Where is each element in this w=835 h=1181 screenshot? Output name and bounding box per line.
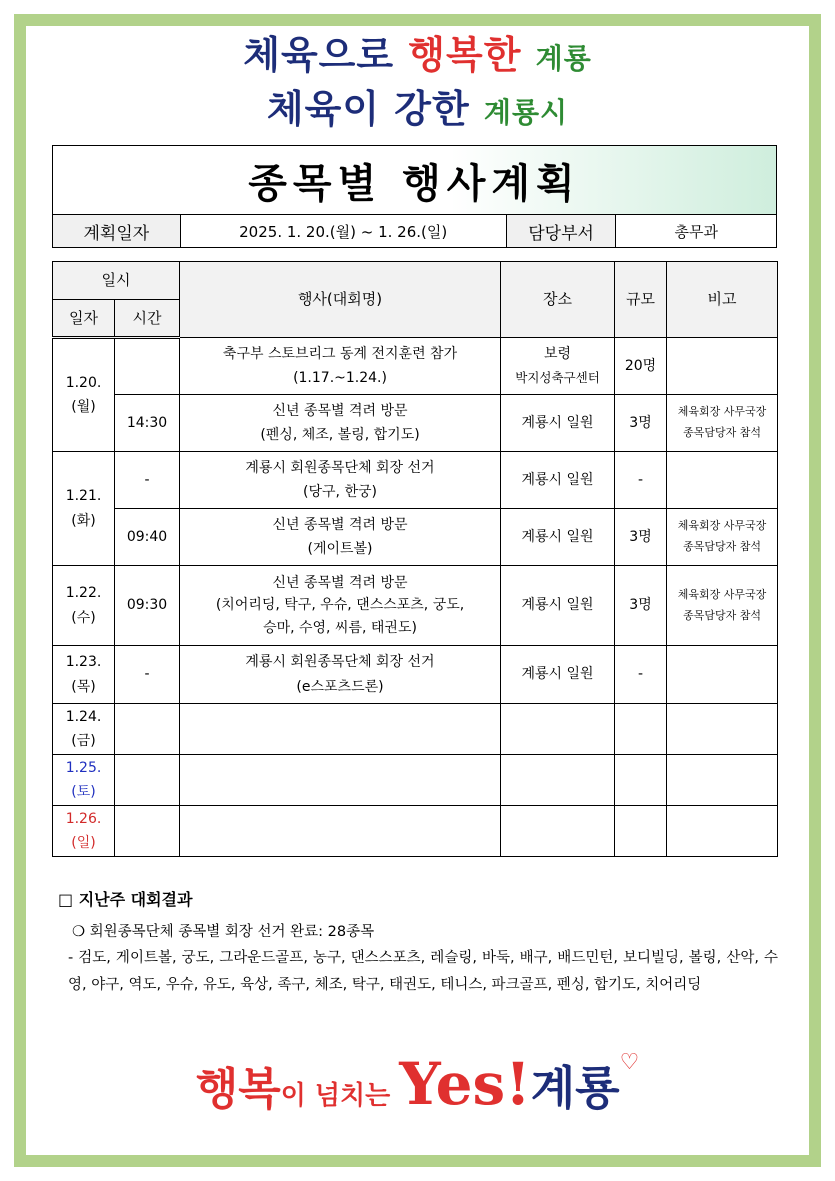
time-cell: - [115, 452, 180, 509]
table-row [53, 806, 778, 857]
place-cell: 계룡시 일원 [501, 646, 615, 704]
slogan-1b: 행복한 [408, 33, 536, 77]
place-cell: 보령 박지성축구센터 [501, 338, 615, 395]
footer-slogan-3: Yes! [399, 1050, 531, 1118]
slogan-line-2 [0, 78, 835, 133]
table-row [53, 509, 778, 566]
table-row [53, 395, 778, 452]
note-cell [667, 338, 778, 395]
event-cell: 계룡시 회원종목단체 회장 선거 (e스포츠드론) [180, 646, 501, 704]
date-cell: 1.21. (화) [53, 452, 115, 566]
footer-slogan-2: 이 넘치는 [280, 1081, 400, 1111]
time-cell: - [115, 646, 180, 704]
header-event: 행사(대회명) [180, 262, 501, 338]
event-cell: 신년 종목별 격려 방문 (치어리딩, 탁구, 우슈, 댄스스포츠, 궁도, 승마, 수영, 씨름, 태권도) [180, 566, 501, 646]
header-date: 일자 [53, 300, 115, 338]
document-title: 종목별 행사계획 [248, 160, 581, 207]
table-row [53, 338, 778, 395]
date-cell: 1.24. (금) [53, 704, 115, 755]
schedule-table [52, 261, 778, 857]
results-heading: □ 지난주 대회결과 [58, 890, 193, 909]
header-scale: 규모 [615, 262, 667, 338]
table-row [53, 566, 778, 646]
event-cell: 계룡시 회원종목단체 회장 선거 (당구, 한궁) [180, 452, 501, 509]
plan-date-label: 계획일자 [53, 215, 181, 247]
scale-cell: 20명 [615, 338, 667, 395]
document-title-box [52, 145, 777, 215]
note-cell [667, 452, 778, 509]
slogan-1c: 계룡 [535, 42, 592, 75]
footer-slogan-1: 행복 [195, 1064, 281, 1115]
scale-cell: 3명 [615, 395, 667, 452]
slogan-line-1 [0, 24, 835, 79]
time-cell: 14:30 [115, 395, 180, 452]
footer-slogan-4: 계룡 [530, 1061, 620, 1115]
date-cell-saturday: 1.25. (토) [53, 755, 115, 806]
header-note: 비고 [667, 262, 778, 338]
date-cell: 1.20. (월) [53, 338, 115, 452]
note-cell: 체육회장 사무국장 종목담당자 참석 [667, 566, 778, 646]
date-cell-sunday: 1.26. (일) [53, 806, 115, 857]
time-cell: 09:40 [115, 509, 180, 566]
table-row [53, 452, 778, 509]
time-cell [115, 338, 180, 395]
dept-label: 담당부서 [507, 215, 617, 247]
place-cell: 계룡시 일원 [501, 452, 615, 509]
slogan-2a: 체육이 [266, 87, 395, 131]
scale-cell: - [615, 646, 667, 704]
results-detail: - 검도, 게이트볼, 궁도, 그라운드골프, 농구, 댄스스포츠, 레슬링, 바둑, 배구, 배드민턴, 보디빌딩, 볼링, 산악, 수영, 야구, 역도, 우슈, 유도, 육상, 족구, 체조, 탁구, 태권도, 테니스, 파크골프, 펜싱, 합기도, 치어리딩 [68, 950, 778, 994]
place-cell: 계룡시 일원 [501, 395, 615, 452]
dept-value: 총무과 [674, 222, 718, 241]
slogan-1a: 체육으로 [243, 33, 409, 77]
slogan-2c: 계룡시 [483, 96, 569, 129]
results-summary: ❍ 회원종목단체 종목별 회장 선거 완료: 28종목 [72, 923, 375, 940]
heart-icon: ♡ [619, 1050, 640, 1075]
time-cell: 09:30 [115, 566, 180, 646]
scale-cell: 3명 [615, 566, 667, 646]
plan-date-value: 2025. 1. 20.(월) ~ 1. 26.(일) [181, 215, 507, 247]
plan-meta-row [52, 215, 777, 248]
last-week-results [58, 885, 778, 999]
table-row [53, 704, 778, 755]
header-place: 장소 [501, 262, 615, 338]
event-cell: 신년 종목별 격려 방문 (펜싱, 체조, 볼링, 합기도) [180, 395, 501, 452]
place-cell: 계룡시 일원 [501, 566, 615, 646]
event-cell: 축구부 스토브리그 동계 전지훈련 참가 (1.17.~1.24.) [180, 338, 501, 395]
header-time: 시간 [115, 300, 180, 338]
date-cell: 1.22. (수) [53, 566, 115, 646]
footer-slogan [0, 1050, 835, 1118]
note-cell [667, 646, 778, 704]
note-cell: 체육회장 사무국장 종목담당자 참석 [667, 395, 778, 452]
table-row [53, 755, 778, 806]
event-cell: 신년 종목별 격려 방문 (게이트볼) [180, 509, 501, 566]
slogan-2b: 강한 [394, 87, 484, 131]
note-cell: 체육회장 사무국장 종목담당자 참석 [667, 509, 778, 566]
scale-cell: 3명 [615, 509, 667, 566]
table-row [53, 646, 778, 704]
date-cell: 1.23. (목) [53, 646, 115, 704]
header-datetime: 일시 [53, 262, 180, 300]
place-cell: 계룡시 일원 [501, 509, 615, 566]
scale-cell: - [615, 452, 667, 509]
